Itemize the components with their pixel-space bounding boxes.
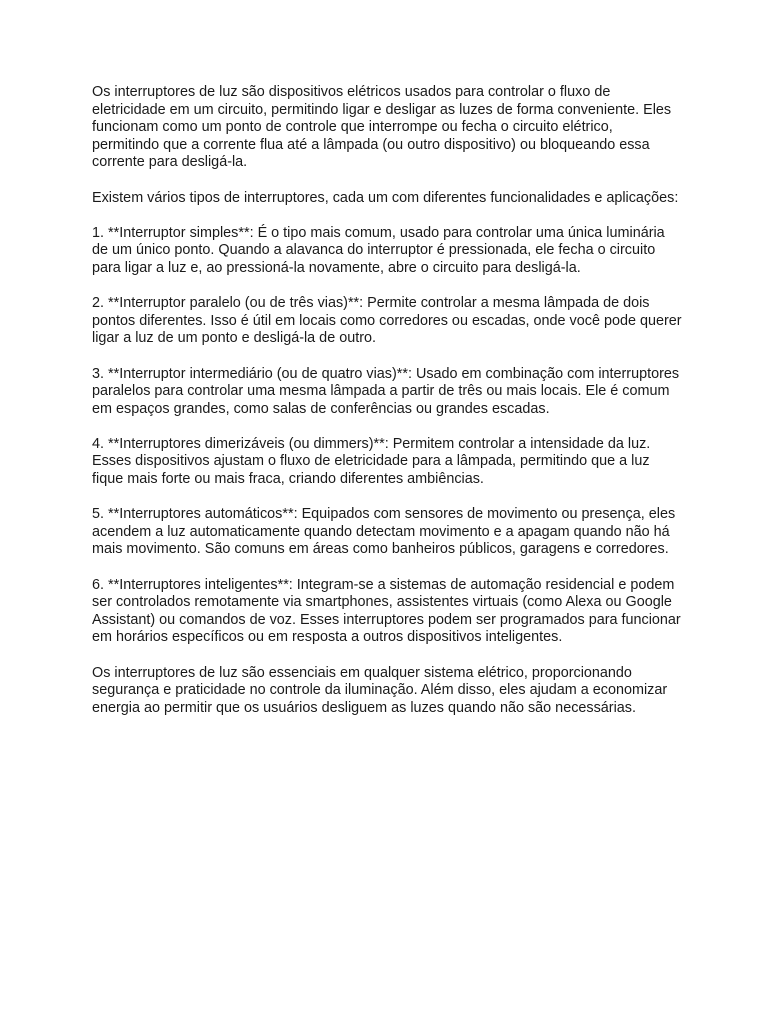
text-line: 2. **Interruptor paralelo (ou de três vias)**: Permite controlar a mesma lâmpada de dois [92,295,650,312]
text-line: acendem a luz automaticamente quando detectam movimento e a apagam quando não há [92,523,670,540]
paragraph-item-3 [92,366,692,419]
text-line: 3. **Interruptor intermediário (ou de quatro vias)**: Usado em combinação com interruptores [92,365,680,382]
text-line: em horários específicos ou em resposta a outros dispositivos inteligentes. [92,629,563,646]
paragraph-item-2 [92,295,692,348]
text-line: ligar a luz de um ponto e desligá-la de outro. [92,330,376,347]
text-line: Os interruptores de luz são dispositivos elétricos usados para controlar o fluxo de [92,84,611,100]
text-line: Assistant) ou comandos de voz. Esses interruptores podem ser programados para funcionar [92,611,681,628]
text-line: em espaços grandes, como salas de conferências ou grandes escadas. [92,400,550,417]
text-line: 6. **Interruptores inteligentes**: Integram-se a sistemas de automação residencial e podem [92,576,675,593]
text-line: energia ao permitir que os usuários desliguem as luzes quando não são necessárias. [92,699,636,716]
text-line: ser controlados remotamente via smartphones, assistentes virtuais (como Alexa ou Google [92,594,672,611]
text-line: 1. **Interruptor simples**: É o tipo mais comum, usado para controlar uma única luminária [92,224,665,241]
text-line: para ligar a luz e, ao pressioná-la novamente, abre o circuito para desligá-la. [92,259,581,276]
text-line: corrente para desligá-la. [92,154,248,171]
paragraph-item-5 [92,506,692,559]
text-line: 5. **Interruptores automáticos**: Equipados com sensores de movimento ou presença, eles [92,506,676,523]
document-body [92,84,692,735]
text-line: eletricidade em um circuito, permitindo ligar e desligar as luzes de forma conveniente. Eles [92,101,672,118]
text-line: permitindo que a corrente flua até a lâmpada (ou outro dispositivo) ou bloqueando essa [92,136,650,153]
text-line: mais movimento. São comuns em áreas como banheiros públicos, garagens e corredores. [92,541,669,558]
paragraph-conclusion [92,665,692,718]
text-line: funcionam como um ponto de controle que interrompe ou fecha o circuito elétrico, [92,119,613,136]
text-line: 4. **Interruptores dimerizáveis (ou dimmers)**: Permitem controlar a intensidade da luz. [92,435,651,452]
paragraph-item-1 [92,225,692,278]
text-line: de um único ponto. Quando a alavanca do interruptor é pressionada, ele fecha o circuito [92,242,656,259]
text-line: Existem vários tipos de interruptores, cada um com diferentes funcionalidades e aplicações: [92,189,679,206]
text-line: Os interruptores de luz são essenciais em qualquer sistema elétrico, proporcionando [92,664,632,681]
paragraph-item-4 [92,436,692,489]
text-line: fique mais forte ou mais fraca, criando diferentes ambiências. [92,471,484,488]
text-line: paralelos para controlar uma mesma lâmpada a partir de três ou mais locais. Ele é comum [92,383,670,400]
paragraph-intro [92,84,692,172]
text-line: pontos diferentes. Isso é útil em locais como corredores ou escadas, onde você pode querer [92,312,682,329]
text-line: segurança e praticidade no controle da iluminação. Além disso, eles ajudam a economizar [92,682,668,699]
text-line: Esses dispositivos ajustam o fluxo de eletricidade para a lâmpada, permitindo que a luz [92,453,650,470]
paragraph-types-intro [92,190,692,208]
paragraph-item-6 [92,577,692,647]
